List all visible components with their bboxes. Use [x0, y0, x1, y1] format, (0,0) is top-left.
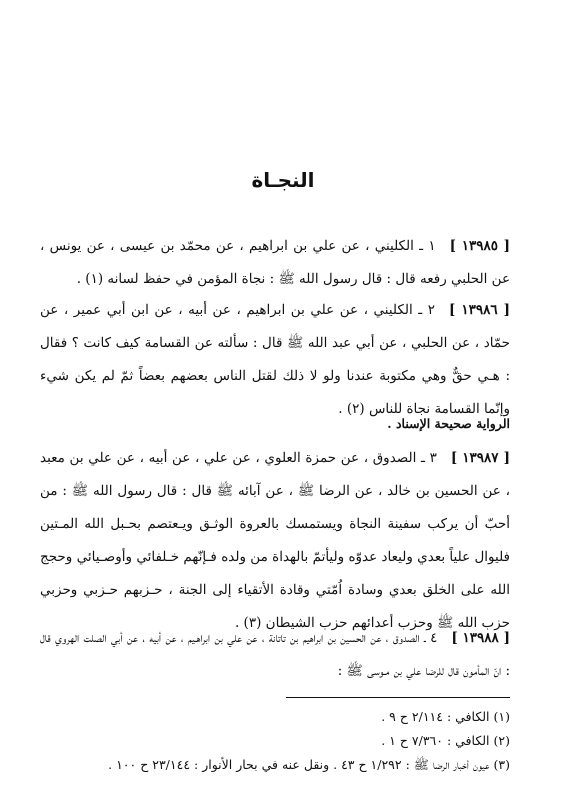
- footnote-2: (٢) الكافي : ٧/٣٦٠ ح ١ .: [381, 733, 510, 748]
- hadith-text: ٤ ـ الصدوق ، عن الحسين بن ابراهيم بن تاتانة ، عن علي بن ابراهـيم ، عن أبيه ، عن أبي الصلت الهروي قال : انّ المأمون قال للرضا علي بن مـوسى ﷺ :: [40, 630, 510, 679]
- hadith-entry-4: [40, 622, 510, 688]
- hadith-entry-1: [40, 230, 510, 296]
- hadith-number: [ ١٣٩٨٥ ]: [449, 238, 511, 254]
- page-title: النجـاة: [251, 168, 315, 192]
- footnote-1: (١) الكافي : ٢/١١٤ ح ٩ .: [381, 709, 510, 724]
- hadith-number: [ ١٣٩٨٨ ]: [451, 630, 511, 646]
- chain-grading-note: الرواية صحيحة الإسناد .: [387, 416, 510, 431]
- hadith-text: ٣ ـ الصدوق ، عن حمزة العلوي ، عن علي ، عن أبيه ، عن علي بن معبد ، عن الحسين بن خالد ، عن الرضا ﷺ ، عن آبائه ﷺ قال : قال رسول الله ﷺ : من أحبّ أن يركب سفينة النجاة ويستمسك بالعروة الوثـق ويـعتصم بحـبل الله المـتين فليوال علياً بعدي وليعاد عدوّه وليأتمّ بالهداة من ولده فـإنّهم خـلفائي وأوصـيائي وحجج الله على الخلق بعدي وسادة اُمّتي وقادة الأتقياء إلى الجنة ، حـزبهم حـزبي وحزبي حزب الله ﷺ وحزب أعدائهم حزب الشيطان (٣) .: [40, 450, 510, 631]
- hadith-number: [ ١٣٩٨٧ ]: [450, 450, 510, 466]
- hadith-number: [ ١٣٩٨٦ ]: [449, 302, 511, 318]
- hadith-text: ٢ ـ الكليني ، عن علي بن ابراهيم ، عن أبيه ، عن ابن أبي عمير ، عن حمّاد ، عن الحلبي ، عن أبي عبد الله ﷺ قال : سألته عن القسامة كيف كانت ؟ فقال : هـي حقٌّ وهي مكتوبة عندنا ولو لا ذلك لقتل الناس بعضهم بعضاً ثمّ لم يكن شيء وإنّما القسامة نجاة للناس (٢) .: [40, 302, 510, 417]
- footnote-divider: [286, 697, 510, 698]
- hadith-text: ١ ـ الكليني ، عن علي بن ابراهيم ، عن محمّد بن عيسى ، عن يونس ، عن الحلبي رفعه قال : قال رسول الله ﷺ : نجاة المؤمن في حفظ لسانه (١) .: [40, 238, 510, 287]
- hadith-entry-2: [40, 294, 510, 426]
- hadith-entry-3: [40, 442, 510, 640]
- footnotes: [40, 705, 510, 777]
- footnote-3: (٣) عيون أخبار الرضا ﷺ : ١/٢٩٢ ح ٤٣ . ونقل عنه في بحار الأنوار : ٢٣/١٤٤ ح ١٠٠ .: [108, 757, 510, 772]
